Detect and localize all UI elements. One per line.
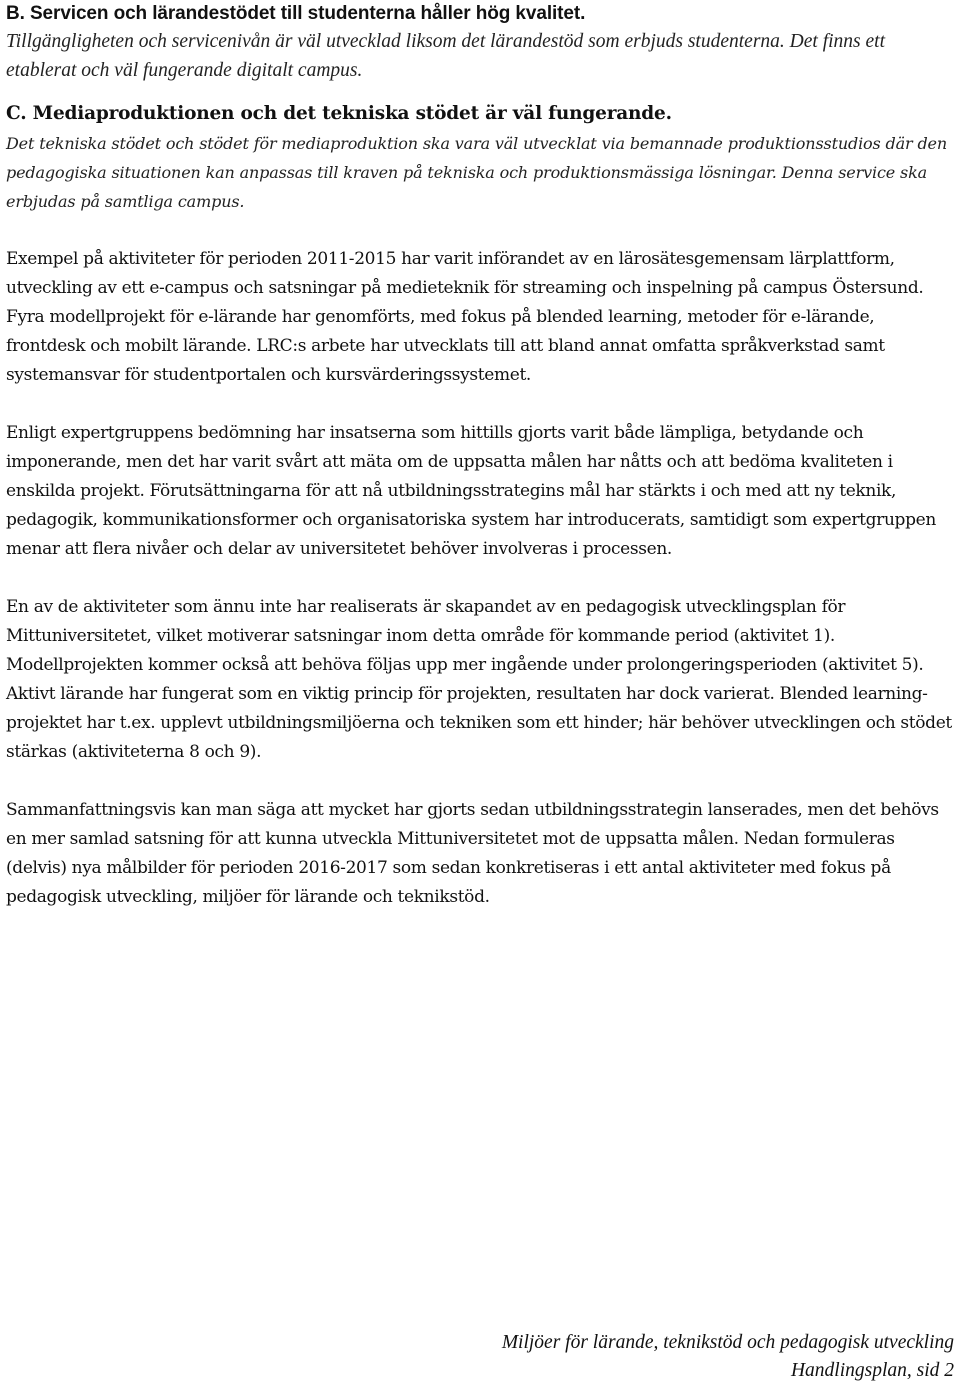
section-c-intro: Det tekniska stödet och stödet för mediaproduktion ska vara väl utvecklat via bemannade produktionsstudios där den pedagogiska situationen kan anpassas till kraven på tekniska och produktionsmässiga lösningar. Denna service ska erbjudas på samtliga campus. (6, 134, 948, 211)
paragraph-expert-assessment: Enligt expertgruppens bedömning har insatserna som hittills gjorts varit både lämpliga, betydande och imponerande, men det har varit svårt att mäta om de uppsatta målen har nåtts och att bedöma kvaliteten i enskilda projekt. Förutsättningarna för att nå utbildningsstrategins mål har stärkts i och med att ny teknik, pedagogik, kommunikationsformer och organisatoriska system har introducerats, samtidigt som expertgruppen menar att flera nivåer och delar av universitetet behöver involveras i processen. (6, 423, 936, 559)
section-b-intro: Tillgängligheten och servicenivån är väl utvecklad liksom det lärandestöd som erbjuds studenterna. Det finns ett etablerat och väl fungerande digitalt campus. (6, 31, 885, 81)
section-c-heading: C. Mediaproduktionen och det tekniska stödet är väl fungerande. (6, 103, 672, 124)
paragraph-unrealized-activities: En av de aktiviteter som ännu inte har realiserats är skapandet av en pedagogisk utvecklingsplan för Mittuniversitetet, vilket motiverar satsningar inom detta område för kommande period (aktivitet 1). Modellprojekten kommer också att behöva följas upp mer ingående under prolongeringsperioden (aktivitet 5). Aktivt lärande har fungerat som en viktig princip för projekten, resultaten har dock varierat. Blended learning-projektet har t.ex. upplevt utbildningsmiljöerna och tekniken som ett hinder; här behöver utvecklingen och stödet stärkas (aktiviteterna 8 och 9). (6, 597, 952, 762)
section-b-heading: B. Servicen och lärandestödet till studenterna håller hög kvalitet. (6, 3, 586, 24)
paragraph-summary: Sammanfattningsvis kan man säga att mycket har gjorts sedan utbildningsstrategin lanserades, men det behövs en mer samlad satsning för att kunna utveckla Mittuniversitetet mot de uppsatta målen. Nedan formuleras (delvis) nya målbilder för perioden 2016-2017 som sedan konkretiseras i ett antal aktiviteter med fokus på pedagogisk utveckling, miljöer för lärande och teknikstöd. (6, 800, 939, 907)
footer-title: Miljöer för lärande, teknikstöd och pedagogisk utveckling (501, 1332, 954, 1353)
paragraph-activities: Exempel på aktiviteter för perioden 2011-2015 har varit införandet av en lärosätesgemensam lärplattform, utveckling av ett e-campus och satsningar på medieteknik för streaming och inspelning på campus Östersund. Fyra modellprojekt för e-lärande har genomförts, med fokus på blended learning, metoder för e-lärande, frontdesk och mobilt lärande. LRC:s arbete har utvecklats till att bland annat omfatta språkverkstad samt systemansvar för studentportalen och kursvärderingssystemet. (6, 249, 924, 385)
footer-page-label: Handlingsplan, sid 2 (790, 1360, 954, 1381)
document-page (6, 0, 956, 912)
